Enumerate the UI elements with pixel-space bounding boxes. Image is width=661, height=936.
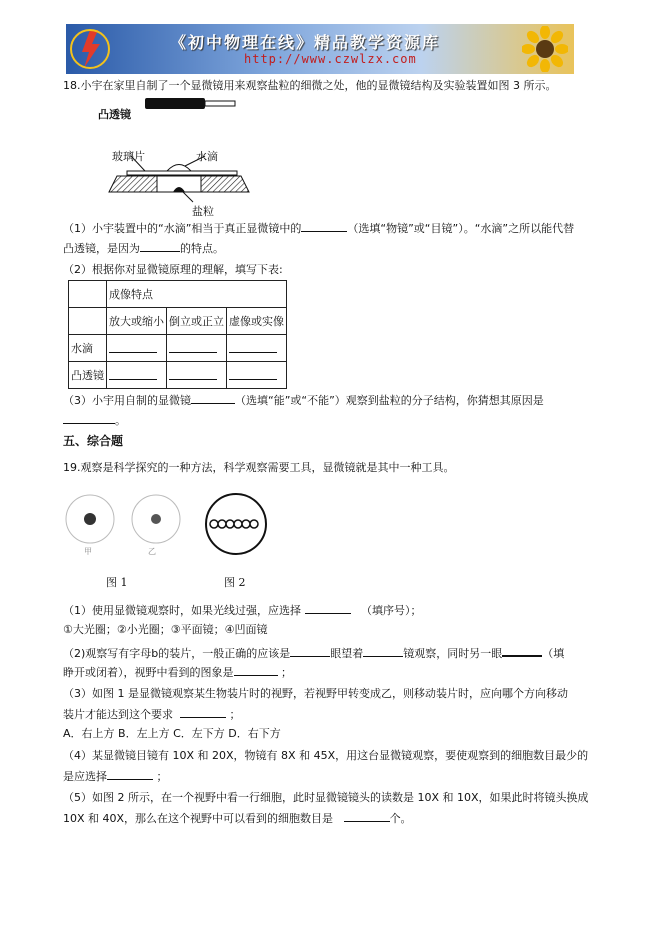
table-row-label: 水滴 <box>69 335 107 362</box>
table-col-2: 倒立或正立 <box>167 308 227 335</box>
q19-part4-line2: 是应选择 ； <box>63 770 168 783</box>
q18-part1-line1: （1）小宇装置中的“水滴”相当于真正显微镜中的 （选填“物镜”或“目镜”）。“水滴”之所以能代替 <box>63 222 575 235</box>
table-cell-blank[interactable] <box>227 362 287 389</box>
q19-part5-line1: （5）如图 2 所示，在一个视野中看一行细胞，此时显微镜镜头的读数是 10X 和 10X，如果此时将镜头换成 <box>63 791 589 804</box>
q19-stem: 19.观察是科学探究的一种方法，科学观察需要工具，显微镜就是其中一种工具。 <box>63 461 455 474</box>
blank[interactable] <box>140 240 180 252</box>
table-corner-2 <box>69 308 107 335</box>
fig-label-salt: 盐粒 <box>192 205 214 218</box>
table-cell-blank[interactable] <box>167 362 227 389</box>
q19-part1: （1）使用显微镜观察时，如果光线过强，应选择 （填序号）； <box>63 604 422 617</box>
blank[interactable] <box>290 645 330 657</box>
blank[interactable] <box>107 768 153 780</box>
q19-part3-line2: 装片才能达到这个要求 ； <box>63 708 241 721</box>
table-corner <box>69 281 107 308</box>
q19-part3-line1: （3）如图 1 是显微镜观察某生物装片时的视野，若视野甲转变成乙，则移动装片时，应向哪个方向移动 <box>63 687 568 700</box>
section-title: 五、综合题 <box>63 434 124 448</box>
q19-part2-line2: 睁开或闭着），视野中看到的图象是 ； <box>63 666 292 679</box>
banner-title: 《初中物理在线》精品教学资源库 <box>170 33 441 52</box>
blank[interactable] <box>234 664 278 676</box>
microscope-view-figure <box>62 484 292 589</box>
fig1-sub-b: 乙 <box>148 547 156 556</box>
site-logo-icon <box>70 28 110 70</box>
fig2-label: 图 2 <box>224 576 246 589</box>
fig1-sub-a: 甲 <box>84 547 92 556</box>
q18-part3-line1: （3）小宇用自制的显微镜 （选填“能”或“不能”）观察到盐粒的分子结构，你猜想其原因是 <box>63 394 544 407</box>
q19-part3-options: A．右上方 B．左上方 C．左下方 D．右下方 <box>63 727 281 740</box>
blank[interactable] <box>502 644 542 657</box>
q19-part2-line1: （2)观察写有字母b的装片，一般正确的应该是 眼望着 镜观察，同时另一眼 （填 <box>63 644 564 661</box>
sunflower-icon <box>522 26 568 72</box>
q18-part2: （2）根据你对显微镜原理的理解，填写下表: <box>63 263 283 276</box>
fig-label-lens: 凸透镜 <box>98 108 131 121</box>
header-banner <box>66 24 574 74</box>
fig-label-glass: 玻璃片 <box>112 150 145 163</box>
blank[interactable] <box>301 220 347 232</box>
q18-part3-line2: 。 <box>63 412 126 428</box>
fig-label-drop: 水滴 <box>196 150 218 163</box>
q19-part5-line2: 10X 和 40X，那么在这个视野中可以看到的细胞数目是 个。 <box>63 812 412 825</box>
q19-part4-line1: （4）某显微镜目镜有 10X 和 20X，物镜有 8X 和 45X，用这台显微镜观察，要使观察到的细胞数目最少的 <box>63 749 589 762</box>
blank[interactable] <box>305 602 351 614</box>
q19-part1-options: ①大光圈；②小光圈；③平面镜；④凹面镜 <box>63 623 268 636</box>
fig1-label: 图 1 <box>106 576 128 589</box>
table-row-label: 凸透镜 <box>69 362 107 389</box>
blank[interactable] <box>191 392 235 404</box>
blank[interactable] <box>180 706 226 718</box>
q18-stem: 18.小宇在家里自制了一个显微镜用来观察盐粒的细微之处，他的显微镜结构及实验装置如图 3 所示。 <box>63 79 557 92</box>
table-cell-blank[interactable] <box>227 335 287 362</box>
imaging-table <box>68 280 287 389</box>
table-cell-blank[interactable] <box>167 335 227 362</box>
table-col-1: 放大或缩小 <box>107 308 167 335</box>
blank[interactable] <box>344 810 390 822</box>
table-cell-blank[interactable] <box>107 362 167 389</box>
table-cell-blank[interactable] <box>107 335 167 362</box>
table-col-3: 虚像或实像 <box>227 308 287 335</box>
blank[interactable] <box>63 412 115 424</box>
banner-url: http://www.czwlzx.com <box>244 52 417 66</box>
q18-part1-line2: 凸透镜，是因为 的特点。 <box>63 242 224 255</box>
table-header: 成像特点 <box>107 281 287 308</box>
blank[interactable] <box>363 645 403 657</box>
